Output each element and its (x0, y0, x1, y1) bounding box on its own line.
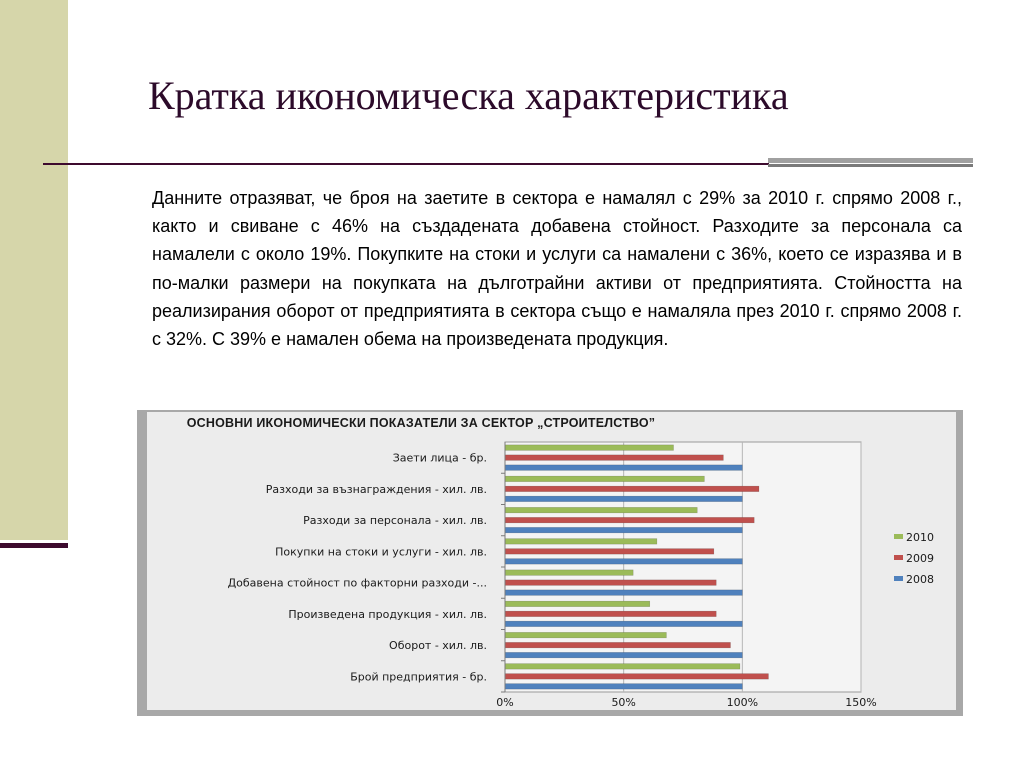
slide-title: Кратка икономическа характеристика (148, 73, 789, 118)
legend (894, 531, 934, 586)
legend-swatch-2008 (894, 576, 903, 581)
bar-2010 (505, 570, 633, 576)
bar-2008 (505, 496, 742, 502)
bar-2008 (505, 652, 742, 658)
bar-2008 (505, 621, 742, 627)
bar-2010 (505, 539, 657, 545)
bar-2010 (505, 632, 666, 638)
category-label: Разходи за възнаграждения - хил. лв. (265, 482, 487, 496)
x-tick-labels (496, 696, 876, 709)
category-label: Добавена стойност по факторни разходи -... (227, 576, 487, 590)
legend-swatch-2010 (894, 534, 903, 539)
x-tick-label: 0% (496, 696, 514, 709)
bar-chart (147, 412, 956, 710)
legend-label-2008: 2008 (906, 573, 934, 586)
legend-label-2010: 2010 (906, 531, 934, 544)
bar-2010 (505, 507, 697, 513)
x-tick-label: 150% (845, 696, 877, 709)
bar-2009 (505, 455, 723, 461)
x-tick-label: 100% (726, 696, 759, 709)
category-labels (228, 452, 505, 692)
bar-2008 (505, 684, 742, 690)
category-label: Покупки на стоки и услуги - хил. лв. (275, 545, 487, 559)
bar-2009 (505, 642, 730, 648)
side-band (0, 0, 68, 540)
title-rule-accent (768, 158, 973, 163)
chart-title: ОСНОВНИ ИКОНОМИЧЕСКИ ПОКАЗАТЕЛИ ЗА СЕКТОР „СТРОИТЕЛСТВО” (186, 416, 656, 430)
bar-2009 (505, 486, 759, 492)
category-label: Оборот - хил. лв. (389, 639, 487, 653)
title-rule (43, 163, 769, 165)
bar-2009 (505, 580, 716, 586)
bar-2009 (505, 549, 714, 555)
bar-2008 (505, 590, 742, 596)
bar-2008 (505, 465, 742, 471)
bar-2008 (505, 559, 742, 565)
bar-2010 (505, 601, 650, 607)
title-rule-accent-shadow (768, 164, 973, 167)
category-label: Брой предприятия - бр. (350, 670, 487, 684)
bar-2009 (505, 611, 716, 617)
bar-2010 (505, 476, 704, 482)
category-label: Заети лица - бр. (392, 451, 487, 465)
legend-label-2009: 2009 (906, 552, 934, 565)
category-label: Произведена продукция - хил. лв. (288, 607, 487, 621)
bar-2010 (505, 445, 674, 451)
legend-swatch-2009 (894, 555, 903, 560)
bar-2009 (505, 517, 754, 523)
side-rule (0, 543, 68, 548)
category-label: Разходи за персонала - хил. лв. (303, 514, 487, 528)
x-tick-label: 50% (611, 696, 636, 709)
bar-2009 (505, 674, 768, 680)
bar-2008 (505, 527, 742, 533)
body-paragraph: Данните отразяват, че броя на заетите в сектора е намалял с 29% за 2010 г. спрямо 2008 г., както и свиване с 46% на създадената добавена стойност. Разходите за персонала са намалели с около 19%. Покупките на стоки и услуги са намалени с 36%, което се изразява и в по-малки размери на покупката на дълготрайни активи от предприятията. Стойността на реализирания оборот от предприятията в сектора също е намаляла през 2010 г. спрямо 2008 г. с 32%. С 39% е намален обема на произведената продукция. (152, 188, 962, 350)
bar-2010 (505, 664, 740, 670)
